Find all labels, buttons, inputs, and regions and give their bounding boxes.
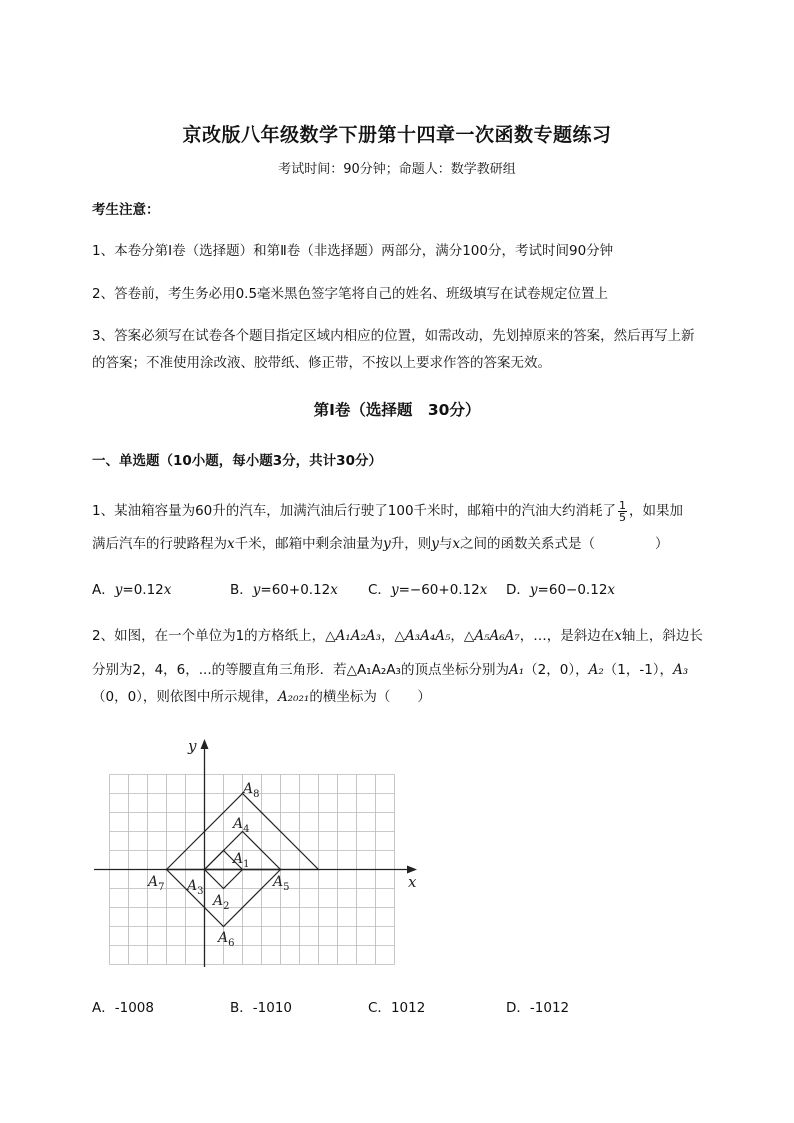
notice-item-3-cont: 的答案；不准使用涂改液、胶带纸、修正带，不按以上要求作答的答案无效。 (92, 355, 551, 371)
q1-line1: 1、某油箱容量为60升的汽车，加满汽油后行驶了100千米时，邮箱中的汽油大约消耗了 $\frac{1}{5}$ ，如果加 (92, 498, 684, 524)
q1-option-d[interactable]: D．y=60−0.12x (506, 582, 616, 598)
q1-line2: 满后汽车的行驶路程为x千米，邮箱中剩余油量为y升，则y与x之间的函数关系式是（ ） (92, 536, 669, 552)
q1-option-b[interactable]: B．y=60+0.12x (230, 582, 338, 598)
q2-line1: 2、如图，在一个单位为1的方格纸上，△A₁A₂A₃，△A₃A₄A₅，△A₅A₆A₇，…，是斜边在x轴上，斜边长 (92, 628, 703, 644)
q2-option-c[interactable]: C．1012 (368, 1000, 426, 1016)
q2-option-a[interactable]: A．-1008 (92, 1000, 154, 1016)
notice-item-2: 2、答卷前，考生务必用0.5毫米黑色签字笔将自己的姓名、班级填写在试卷规定位置上 (92, 286, 609, 302)
vertex-label-a2: $A_2$ (213, 893, 230, 912)
q1-option-c[interactable]: C．y=−60+0.12x (368, 582, 488, 598)
section-title: 第I卷（选择题 30分） (313, 401, 481, 419)
q2-option-b[interactable]: B．-1010 (230, 1000, 292, 1016)
y-axis-label: y (188, 737, 197, 755)
x-axis-label: x (408, 873, 417, 891)
notice-item-1: 1、本卷分第I卷（选择题）和第Ⅱ卷（非选择题）两部分，满分100分，考试时间90分钟 (92, 243, 614, 259)
y-axis-arrow (201, 739, 209, 749)
notice-item-3: 3、答案必须写在试卷各个题目指定区域内相应的位置，如需改动，先划掉原来的答案，然后再写上新 (92, 328, 695, 344)
vertex-label-a7: $A_7$ (148, 874, 165, 893)
q1-option-a[interactable]: A．y=0.12x (92, 582, 172, 598)
coordinate-grid-figure (90, 735, 420, 970)
fraction-one-fifth: $\frac{1}{5}$ (619, 498, 627, 524)
exam-subtitle: 考试时间：90分钟；命题人：数学教研组 (278, 162, 516, 177)
vertex-label-a1: $A_1$ (233, 851, 250, 870)
page-title: 京改版八年级数学下册第十四章一次函数专题练习 (182, 124, 612, 146)
notice-heading: 考生注意： (92, 202, 160, 218)
part-heading: 一、单选题（10小题，每小题3分，共计30分） (92, 453, 382, 469)
vertex-label-a5: $A_5$ (273, 874, 290, 893)
vertex-label-a3: $A_3$ (187, 878, 204, 897)
q2-line3: （0，0），则依图中所示规律，A₂₀₂₁的横坐标为（ ） (92, 689, 431, 705)
q2-option-d[interactable]: D．-1012 (506, 1000, 570, 1016)
vertex-label-a6: $A_6$ (218, 930, 235, 949)
q2-line2: 分别为2，4，6，...的等腰直角三角形．若△A₁A₂A₃的顶点坐标分别为A₁（2，0），A₂（1，-1），A₃ (92, 662, 689, 678)
vertex-label-a8: $A_8$ (243, 781, 260, 800)
vertex-label-a4: $A_4$ (233, 816, 250, 835)
